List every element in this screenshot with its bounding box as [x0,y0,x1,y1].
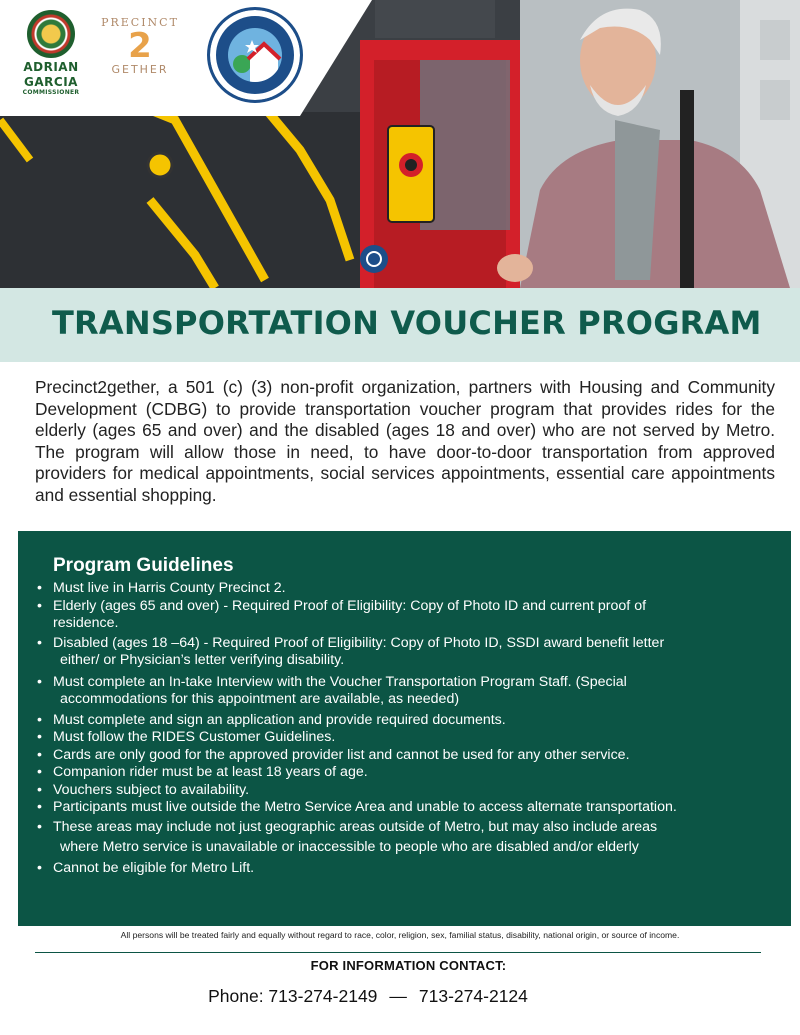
p2g-number: 2 [128,26,152,66]
footer-divider [35,952,761,953]
guideline-item: • Vouchers subject to availability. [36,782,776,800]
guideline-item: • Must complete an In-take Interview with the Voucher Transportation Program Staff. (Special accommodations for this appointment are available, as needed) [36,674,776,709]
hcd-logo [207,7,303,103]
page-title: TRANSPORTATION VOUCHER PROGRAM [52,304,762,342]
county-seal-icon [27,10,75,58]
contact-heading: FOR INFORMATION CONTACT: [310,958,507,973]
guideline-item: • Companion rider must be at least 18 years of age. [36,764,776,782]
p2g-bottom-text: GETHER [111,63,169,76]
house-icon [228,28,282,82]
guideline-item: • Must live in Harris County Precinct 2. [36,580,776,598]
guideline-item: • These areas may include not just geographic areas outside of Metro, but may also include areas where Metro service is unavailable or inaccessible to people who are disabled and/or elderly [36,817,776,858]
commissioner-role: COMMISSIONER [22,89,80,96]
commissioner-name-first: ADRIAN [23,60,79,74]
guideline-item: • Cannot be eligible for Metro Lift. [36,860,776,878]
guideline-item: • Participants must live outside the Metro Service Area and unable to access alternate transportation. [36,799,776,817]
disclaimer-text: All persons will be treated fairly and equally without regard to race, color, religion, sex, familial status, disability, national origin, or source of income. [120,930,680,940]
p2g-top-text: PRECINCT [101,16,179,29]
commissioner-logo [20,10,82,96]
hero-photo [0,0,800,288]
wheelchair-icon [360,245,388,273]
commissioner-name-last: GARCIA [24,75,78,89]
guidelines-heading: Program Guidelines [53,555,234,576]
phone-line [0,986,736,1007]
guideline-item: • Cards are only good for the approved provider list and cannot be used for any other service. [36,747,776,765]
guideline-item: • Must complete and sign an application and provide required documents. [36,712,776,730]
guideline-item: • Disabled (ages 18 –64) - Required Proof of Eligibility: Copy of Photo ID, SSDI award benefit letter either/ or Physician’s letter verifying disability. [36,635,776,670]
phone-number-2[interactable]: 713-274-2124 [418,986,528,1006]
guideline-item: • Elderly (ages 65 and over) - Required Proof of Eligibility: Copy of Photo ID and current proof of residence. [36,598,776,633]
guidelines-list [36,580,776,877]
phone-separator: — [389,986,407,1006]
intro-paragraph: Precinct2gether, a 501 (c) (3) non-profit organization, partners with Housing and Community Development (CDBG) to provide transportation voucher program that provides rides for the elderly (ages 65 and over) and the disabled (ages 18 and over) who are not served by Metro. The program will allow those in need, to have door-to-door transportation from approved providers for medical appointments, social services appointments, essential care appointments and essential shopping. [35,377,775,505]
phone-number-1[interactable]: Phone: 713-274-2149 [208,986,378,1006]
precinct2gether-logo [100,16,180,76]
guideline-item: • Must follow the RIDES Customer Guidelines. [36,729,776,747]
